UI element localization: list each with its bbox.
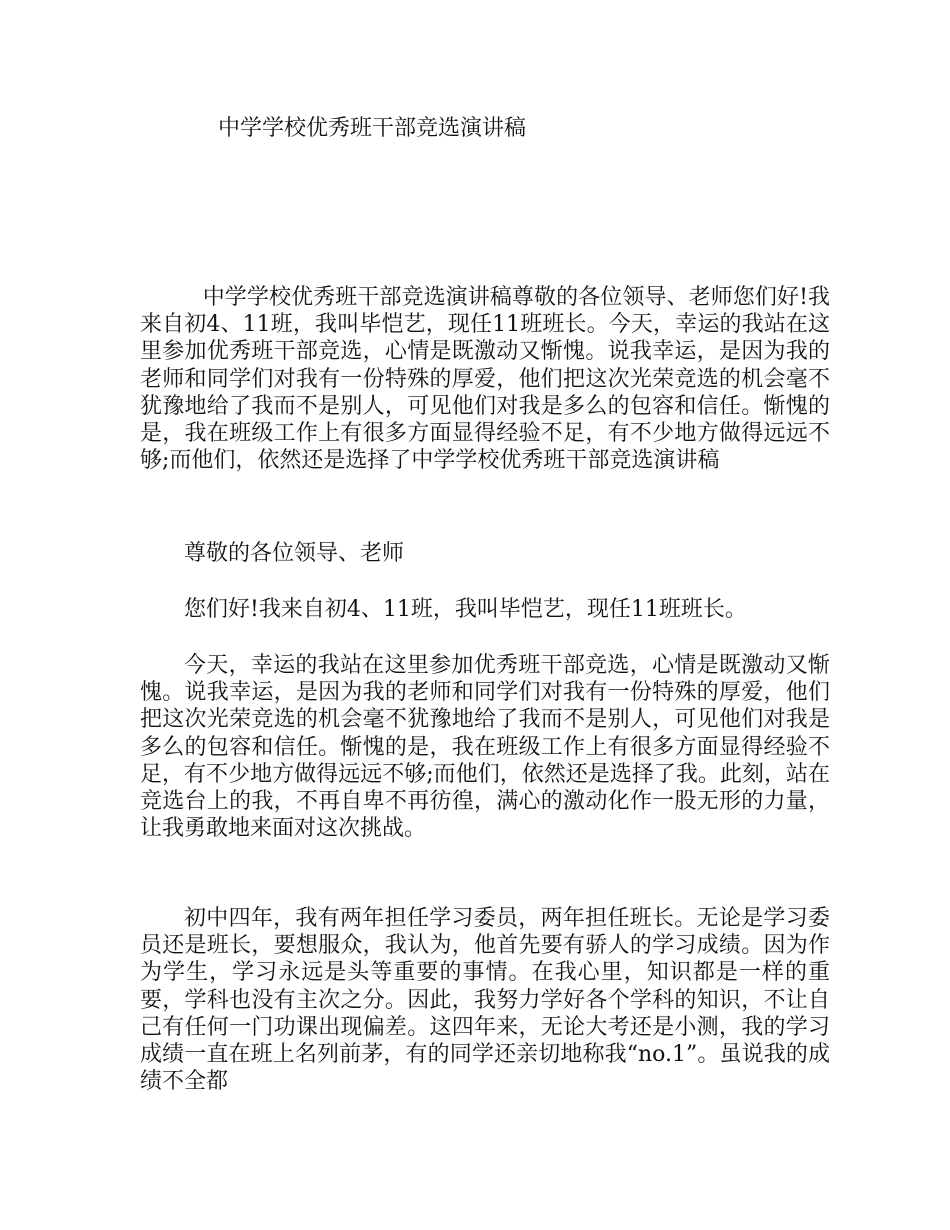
paragraph-3: 您们好!我来自初4、11班，我叫毕恺艺，现任11班班长。 bbox=[184, 597, 747, 622]
paragraph-5: 初中四年，我有两年担任学习委员，两年担任班长。无论是学习委员还是班长，要想服众，我认为，他首先要有骄人的学习成绩。因为作为学生，学习永远是头等重要的事情。在我心里，知识都是一样的重要，学科也没有主次之分。因此，我努力学好各个学科的知识，不让自己有任何一门功课出现偏差。这四年来，无论大考还是小测，我的学习成绩一直在班上名列前茅，有的同学还亲切地称我“no.1”。虽说我的成绩不全都 bbox=[140, 906, 830, 1095]
paragraph-1: 中学学校优秀班干部竞选演讲稿尊敬的各位领导、老师您们好!我来自初4、11班，我叫毕恺艺，现任11班班长。今天，幸运的我站在这里参加优秀班干部竞选，心情是既激动又惭愧。说我幸运，是因为我的老师和同学们对我有一份特殊的厚爱，他们把这次光荣竞选的机会毫不犹豫地给了我而不是别人，可见他们对我是多么的包容和信任。惭愧的是，我在班级工作上有很多方面显得经验不足，有不少地方做得远远不够;而他们，依然还是选择了中学学校优秀班干部竞选演讲稿 bbox=[140, 285, 830, 474]
document-title: 中学学校优秀班干部竞选演讲稿 bbox=[218, 116, 527, 141]
paragraph-2: 尊敬的各位领导、老师 bbox=[184, 541, 405, 566]
paragraph-4: 今天，幸运的我站在这里参加优秀班干部竞选，心情是既激动又惭愧。说我幸运，是因为我的老师和同学们对我有一份特殊的厚爱，他们把这次光荣竞选的机会毫不犹豫地给了我而不是别人，可见他们对我是多么的包容和信任。惭愧的是，我在班级工作上有很多方面显得经验不足，有不少地方做得远远不够;而他们，依然还是选择了我。此刻，站在竞选台上的我，不再自卑不再彷徨，满心的激动化作一股无形的力量，让我勇敢地来面对这次挑战。 bbox=[140, 653, 830, 842]
